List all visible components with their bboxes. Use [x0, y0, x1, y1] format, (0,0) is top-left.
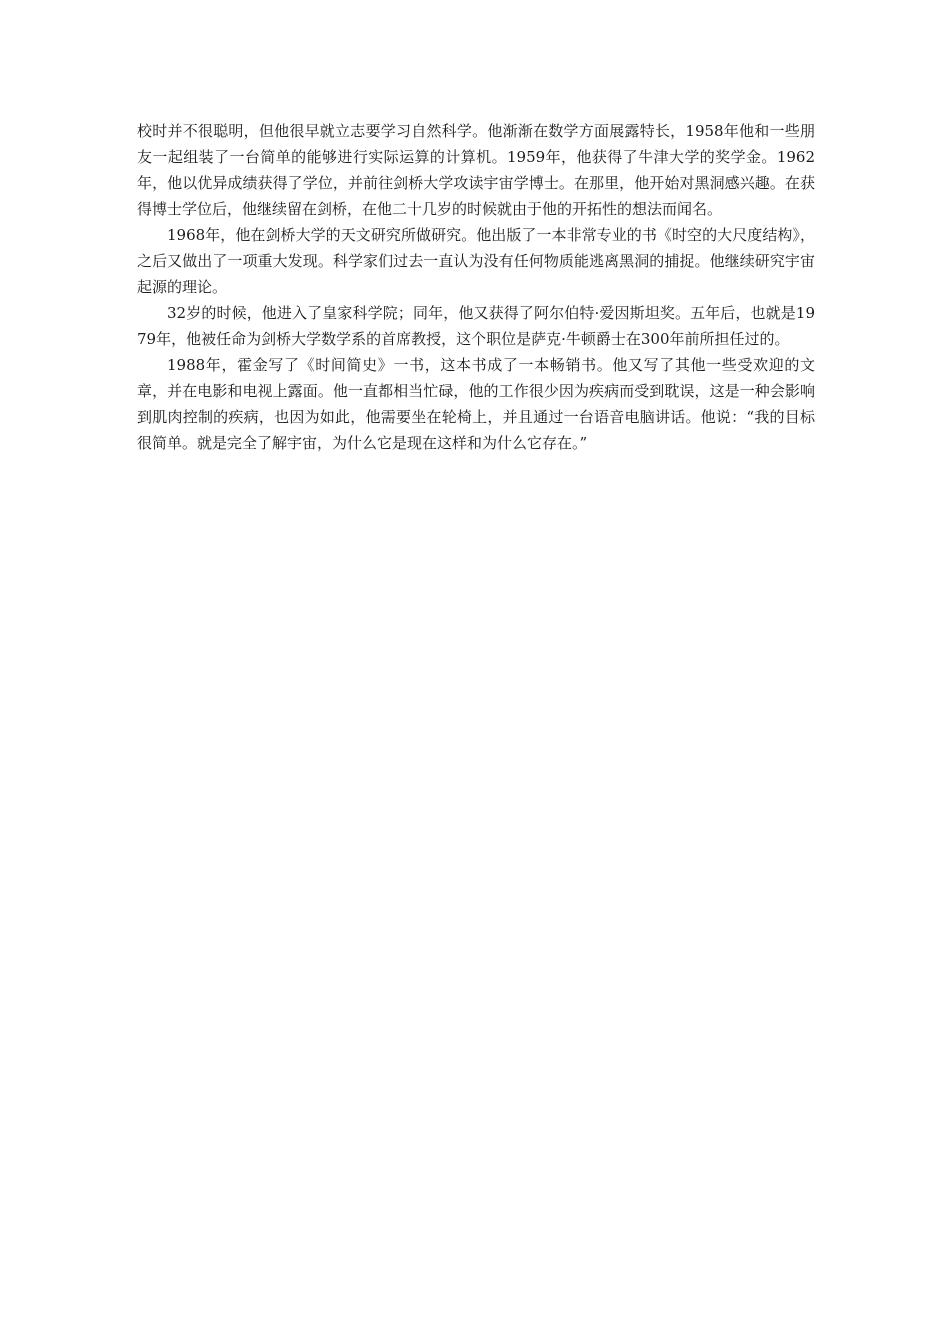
- body-text: [137, 118, 815, 456]
- paragraph-age-32: 32岁的时候，他进入了皇家科学院；同年，他又获得了阿尔伯特·爱因斯坦奖。五年后，也就是1979年，他被任命为剑桥大学数学系的首席教授，这个职位是萨克·牛顿爵士在300年前所担任过的。: [137, 304, 815, 348]
- paragraph-1968: 1968年，他在剑桥大学的天文研究所做研究。他出版了一本非常专业的书《时空的大尺度结构》，之后又做出了一项重大发现。科学家们过去一直认为没有任何物质能逃离黑洞的捕捉。他继续研究宇宙起源的理论。: [137, 226, 815, 296]
- paragraph-continued: 校时并不很聪明，但他很早就立志要学习自然科学。他渐渐在数学方面展露特长，1958年他和一些朋友一起组装了一台简单的能够进行实际运算的计算机。1959年，他获得了牛津大学的奖学金。1962年，他以优异成绩获得了学位，并前往剑桥大学攻读宇宙学博士。在那里，他开始对黑洞感兴趣。在获得博士学位后，他继续留在剑桥，在他二十几岁的时候就由于他的开拓性的想法而闻名。: [137, 122, 815, 218]
- paragraph-1988: 1988年，霍金写了《时间简史》一书，这本书成了一本畅销书。他又写了其他一些受欢迎的文章，并在电影和电视上露面。他一直都相当忙碌，他的工作很少因为疾病而受到耽误，这是一种会影响到肌肉控制的疾病，也因为如此，他需要坐在轮椅上，并且通过一台语音电脑讲话。他说：“我的目标很简单。就是完全了解宇宙，为什么它是现在这样和为什么它存在。”: [137, 356, 815, 452]
